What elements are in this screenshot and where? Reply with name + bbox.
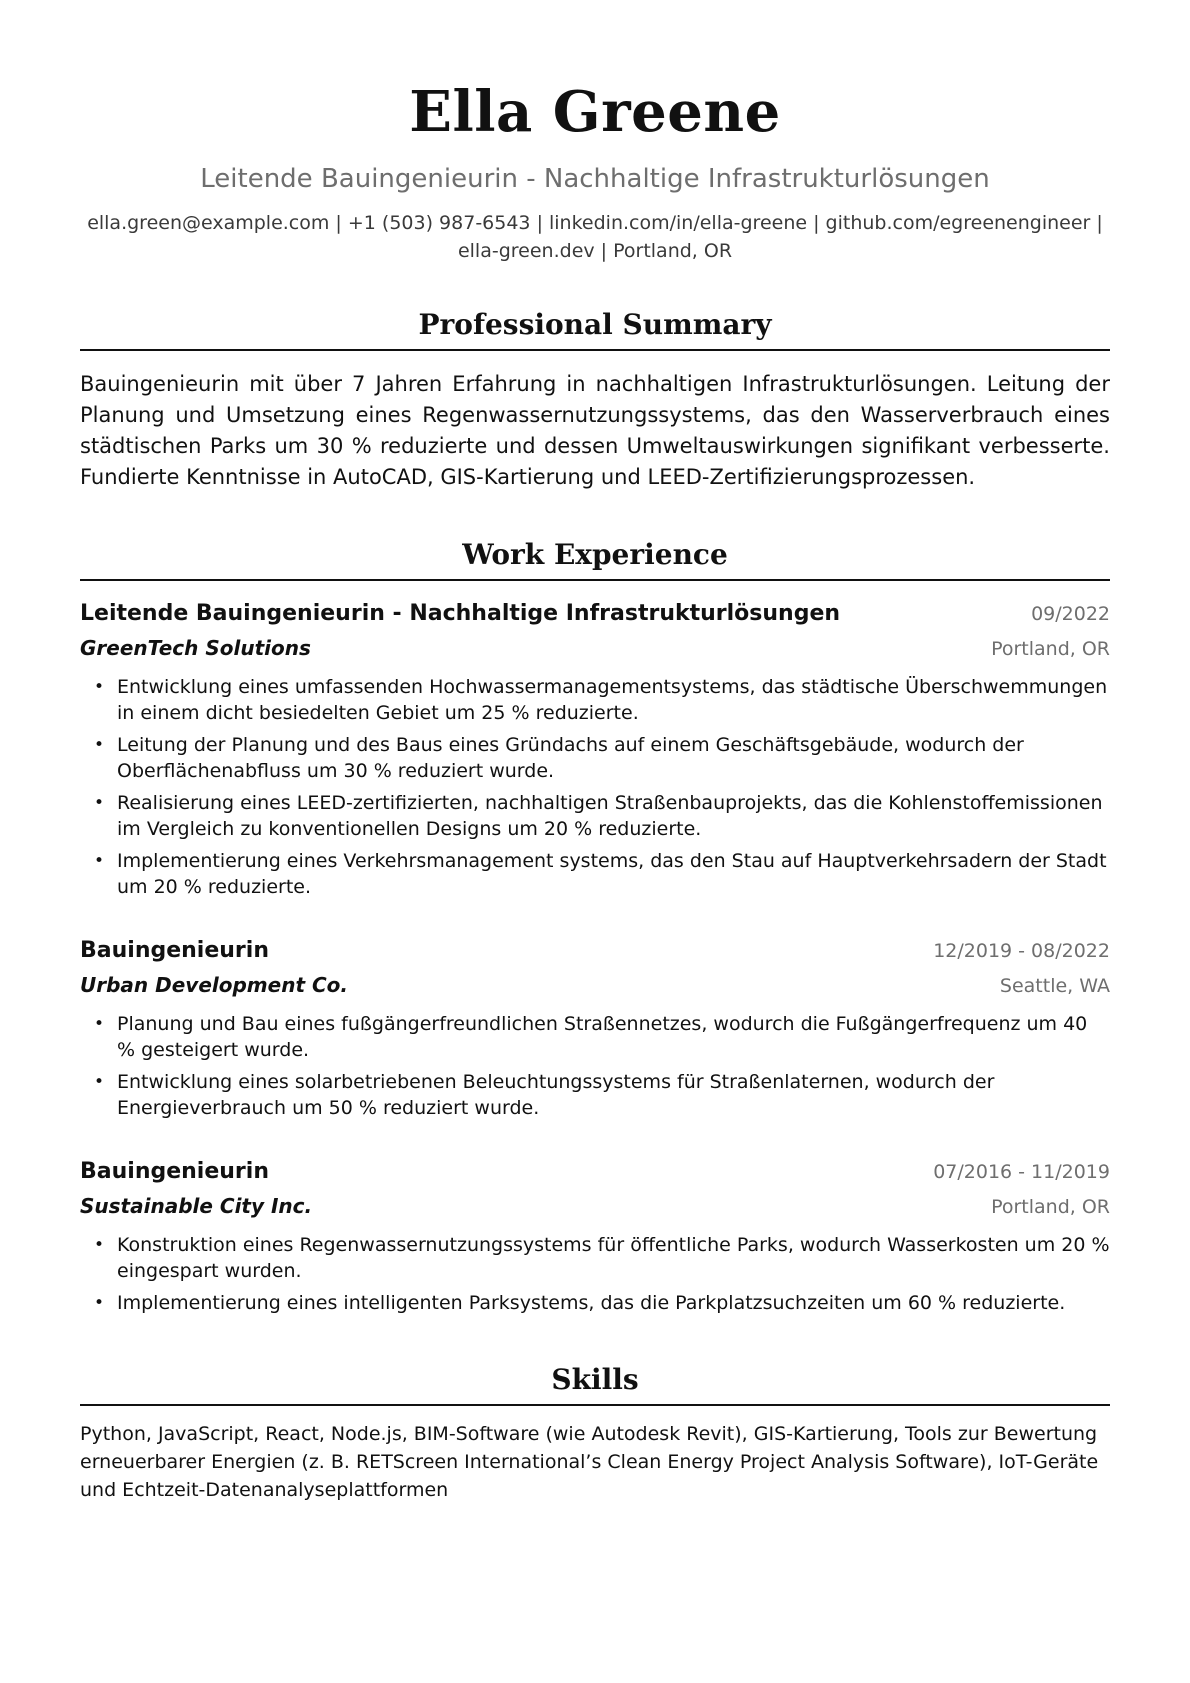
job-bullet: • Implementierung eines intelligenten Parksystems, das die Parkplatzsuchzeiten um 60 % reduzierte. xyxy=(80,1290,1110,1316)
job-entry xyxy=(80,1159,1110,1316)
job-date: 07/2016 - 11/2019 xyxy=(933,1161,1110,1184)
job-entry xyxy=(80,938,1110,1121)
job-header xyxy=(80,1159,1110,1184)
contact-line-2: ella-green.dev | Portland, OR xyxy=(457,240,733,263)
job-company: Urban Development Co. xyxy=(80,973,348,998)
job-location: Portland, OR xyxy=(991,1196,1110,1219)
contact-line-1: ella.green@example.com | +1 (503) 987-6543 | linkedin.com/in/ella-greene | github.com/egreenengineer | xyxy=(87,212,1103,235)
work-experience-heading: Work Experience xyxy=(80,541,1110,581)
job-bullet: • Leitung der Planung und des Baus eines Gründachs auf einem Geschäftsgebäude, wodurch der Oberflächenabfluss um 30 % reduziert wurde. xyxy=(80,732,1110,784)
job-title: Bauingenieurin xyxy=(80,1159,269,1185)
job-bullets xyxy=(80,674,1110,900)
job-entry xyxy=(80,601,1110,900)
job-bullets xyxy=(80,1011,1110,1121)
job-subheader xyxy=(80,973,1110,997)
job-bullet: • Konstruktion eines Regenwassernutzungssystems für öffentliche Parks, wodurch Wasserkosten um 20 % eingespart wurden. xyxy=(80,1232,1110,1284)
job-bullet: • Entwicklung eines umfassenden Hochwassermanagementsystems, das städtische Überschwemmungen in einem dicht besiedelten Gebiet um 25 % reduzierte. xyxy=(80,674,1110,726)
job-header xyxy=(80,601,1110,626)
job-subheader xyxy=(80,1194,1110,1218)
job-title: Leitende Bauingenieurin - Nachhaltige Infrastrukturlösungen xyxy=(80,601,841,627)
summary-text: Bauingenieurin mit über 7 Jahren Erfahrung in nachhaltigen Infrastrukturlösungen. Leitung der Planung und Umsetzung eines Regenwassernutzungssystems, das den Wasserverbrauch eines städtischen Parks um 30 % reduzierte und dessen Umweltauswirkungen signifikant verbesserte. Fundierte Kenntnisse in AutoCAD, GIS-Kartierung und LEED-Zertifizierungsprozessen. xyxy=(80,372,1110,490)
job-bullets xyxy=(80,1232,1110,1316)
summary-heading: Professional Summary xyxy=(80,311,1110,351)
skills-text: Python, JavaScript, React, Node.js, BIM-Software (wie Autodesk Revit), GIS-Kartierung, Tools zur Bewertung erneuerbarer Energien (z. B. RETScreen International’s Clean Energy Project Analysis Software), IoT-Geräte und Echtzeit-Datenanalyseplattformen xyxy=(80,1423,1099,1502)
skills-heading: Skills xyxy=(80,1366,1110,1406)
job-bullet: • Planung und Bau eines fußgängerfreundlichen Straßennetzes, wodurch die Fußgängerfrequenz um 40 % gesteigert wurde. xyxy=(80,1011,1110,1063)
job-location: Portland, OR xyxy=(991,638,1110,661)
job-date: 09/2022 xyxy=(1031,603,1110,626)
work-experience-section xyxy=(80,538,1110,1316)
job-date: 12/2019 - 08/2022 xyxy=(933,940,1110,963)
candidate-headline: Leitende Bauingenieurin - Nachhaltige Infrastrukturlösungen xyxy=(200,164,990,194)
job-title: Bauingenieurin xyxy=(80,938,269,964)
job-bullet: • Entwicklung eines solarbetriebenen Beleuchtungssystems für Straßenlaternen, wodurch der Energieverbrauch um 50 % reduziert wurde. xyxy=(80,1069,1110,1121)
summary-section xyxy=(80,308,1110,493)
candidate-name: Ella Greene xyxy=(409,79,781,145)
skills-section xyxy=(80,1363,1110,1504)
job-bullet: • Realisierung eines LEED-zertifizierten, nachhaltigen Straßenbauprojekts, das die Kohlenstoffemissionen im Vergleich zu konventionellen Designs um 20 % reduzierte. xyxy=(80,790,1110,842)
job-company: GreenTech Solutions xyxy=(80,636,311,661)
job-location: Seattle, WA xyxy=(999,975,1110,998)
job-header xyxy=(80,938,1110,963)
job-subheader xyxy=(80,636,1110,660)
job-bullet: • Implementierung eines Verkehrsmanagement systems, das den Stau auf Hauptverkehrsadern der Stadt um 20 % reduzierte. xyxy=(80,848,1110,900)
contact-info xyxy=(80,209,1110,265)
job-company: Sustainable City Inc. xyxy=(80,1194,313,1219)
